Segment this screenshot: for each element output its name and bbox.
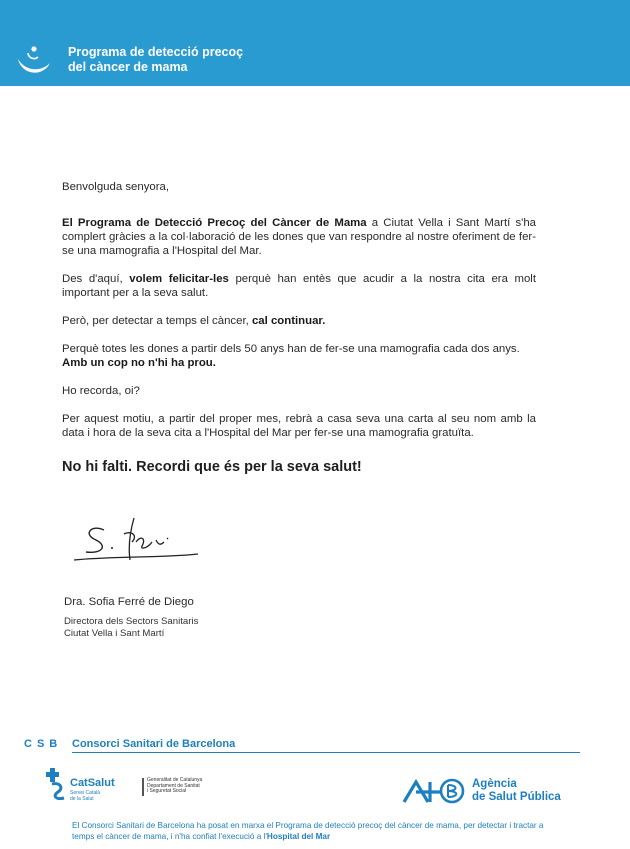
csb-divider (72, 752, 580, 753)
generalitat-logo (142, 778, 232, 800)
paragraph-4-bold: Amb un cop no n'hi ha prou. (62, 357, 216, 369)
catsalut-sub-line2: de la Salut (70, 795, 94, 802)
catsalut-subtitle (70, 791, 110, 802)
paragraph-2-bold: volem felicitar-les (129, 273, 229, 285)
generalitat-mark-icon (142, 778, 144, 796)
program-title (68, 45, 368, 75)
catsalut-logo (46, 768, 216, 808)
csb-header (18, 738, 564, 754)
catsalut-cross-icon (46, 768, 68, 800)
salutation: Benvolguda senyora, (62, 181, 170, 193)
paragraph-2-start: Des d'aquí, (62, 273, 130, 285)
catsalut-name: CatSalut (70, 777, 115, 789)
catsalut-sub-line1: Servei Català (70, 790, 101, 796)
paragraph-6: Per aquest motiu, a partir del proper mes, rebrà a casa seva una carta al seu nom amb la data i hora de la seva cita a l'Hospital del Mar per fer-se una mamografia gratuïta. (62, 413, 536, 439)
letter-body (62, 180, 536, 474)
agencia-logo (402, 778, 572, 808)
header-band (0, 0, 630, 86)
agencia-name (472, 778, 561, 804)
paragraph-3-bold: cal continuar. (251, 315, 326, 327)
agencia-line2: de Salut Pública (472, 791, 561, 803)
generalitat-line2: Departament de Sanitat (147, 782, 200, 789)
crescent-moon-icon (12, 35, 56, 79)
program-title-line1: Programa de detecció precoç (68, 45, 244, 59)
generalitat-line1: Generalitat de Catalunya (147, 777, 203, 783)
agencia-line1: Agència (472, 778, 517, 790)
footer-note (72, 820, 564, 842)
paragraph-2 (62, 272, 536, 300)
signer-name: Dra. Sofia Ferré de Diego (64, 596, 194, 608)
paragraph-3 (62, 314, 536, 328)
paragraph-4-text: Perquè totes les dones a partir dels 50 anys han de fer-se una mamografia cada dos anys. (62, 343, 520, 355)
csb-logo: CSB (24, 738, 63, 750)
paragraph-1-text: a Ciutat Vella i Sant Martí s'ha complert gràcies a la col·laboració de les dones que van respondre al nostre oferiment de fer-se una mamografia a l'Hospital del Mar. (62, 217, 536, 257)
agencia-mark-icon (402, 778, 466, 804)
signer-role-line1: Directora dels Sectors Sanitaris (64, 616, 199, 627)
handwritten-signature (72, 512, 202, 570)
paragraph-4 (62, 342, 536, 370)
paragraph-1-bold: El Programa de Detecció Precoç del Càncer de Mama (62, 217, 367, 229)
closing-line: No hi falti. Recordi que és per la seva salut! (62, 459, 362, 475)
program-title-line2: del càncer de mama (68, 60, 188, 74)
csb-name: Consorci Sanitari de Barcelona (72, 738, 236, 750)
paragraph-1 (62, 216, 536, 258)
footer-note-text: El Consorci Sanitari de Barcelona ha posat en marxa el Programa de detecció precoç del càncer de mama, per detectar i tractar a temps el càncer de mama, i n'ha confiat l'execució a l' (72, 821, 544, 841)
signer-role-line2: Ciutat Vella i Sant Martí (64, 628, 165, 639)
signer-role (64, 616, 198, 640)
generalitat-text (147, 778, 202, 795)
paragraph-3-start: Però, per detectar a temps el càncer, (62, 315, 252, 327)
generalitat-line3: i Seguretat Social (147, 788, 187, 795)
paragraph-2-text: perquè han entès que acudir a la nostra cita era molt important per a la seva salut. (62, 273, 537, 299)
paragraph-5: Ho recorda, oi? (62, 385, 140, 397)
footer-note-bold: Hospital del Mar (266, 832, 331, 841)
